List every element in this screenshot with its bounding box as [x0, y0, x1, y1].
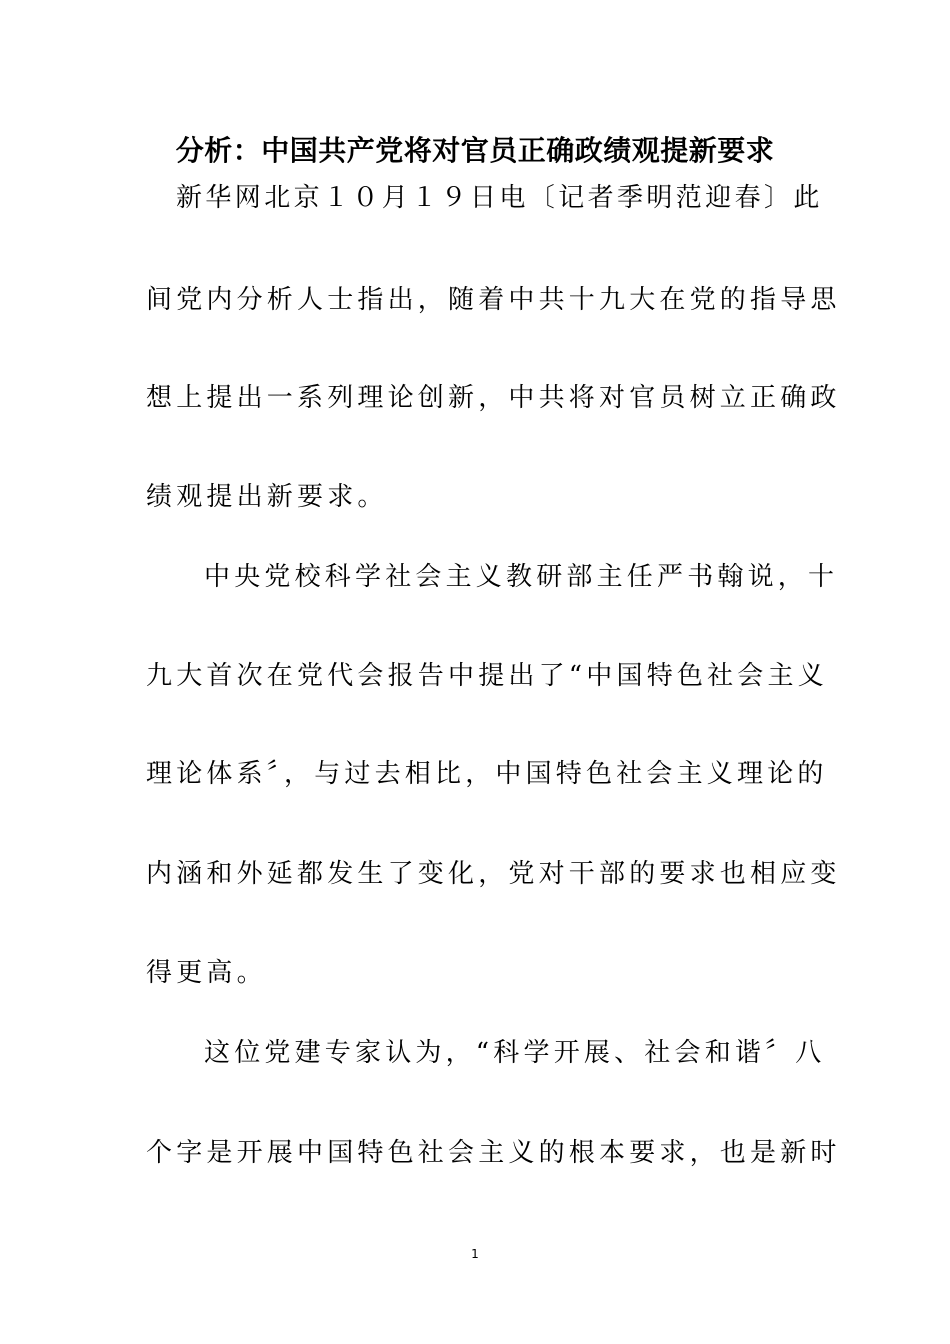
- paragraph-line: 绩观提出新要求。: [146, 482, 388, 512]
- paragraph-line: 得更高。: [146, 958, 267, 988]
- paragraph-line: 间党内分析人士指出，随着中共十九大在党的指导思: [146, 285, 841, 315]
- paragraph-line: 这位党建专家认为，“科学开展、社会和谐〞八: [204, 1038, 826, 1068]
- paragraph-line: 九大首次在党代会报告中提出了“中国特色社会主义: [146, 661, 828, 691]
- paragraph-line: 新华网北京１０月１９日电〔记者季明范迎春〕此: [176, 183, 823, 213]
- paragraph-line: 理论体系〞，与过去相比，中国特色社会主义理论的: [146, 759, 828, 789]
- paragraph-line: 个字是开展中国特色社会主义的根本要求，也是新时: [146, 1138, 841, 1168]
- paragraph-line: 想上提出一系列理论创新，中共将对官员树立正确政: [146, 383, 841, 413]
- page-number: 1: [471, 1247, 479, 1261]
- paragraph-line: 中央党校科学社会主义教研部主任严书翰说，十: [204, 562, 839, 592]
- document-title: 分析：中国共产党将对官员正确政绩观提新要求: [175, 134, 775, 167]
- paragraph-line: 内涵和外延都发生了变化，党对干部的要求也相应变: [146, 859, 841, 889]
